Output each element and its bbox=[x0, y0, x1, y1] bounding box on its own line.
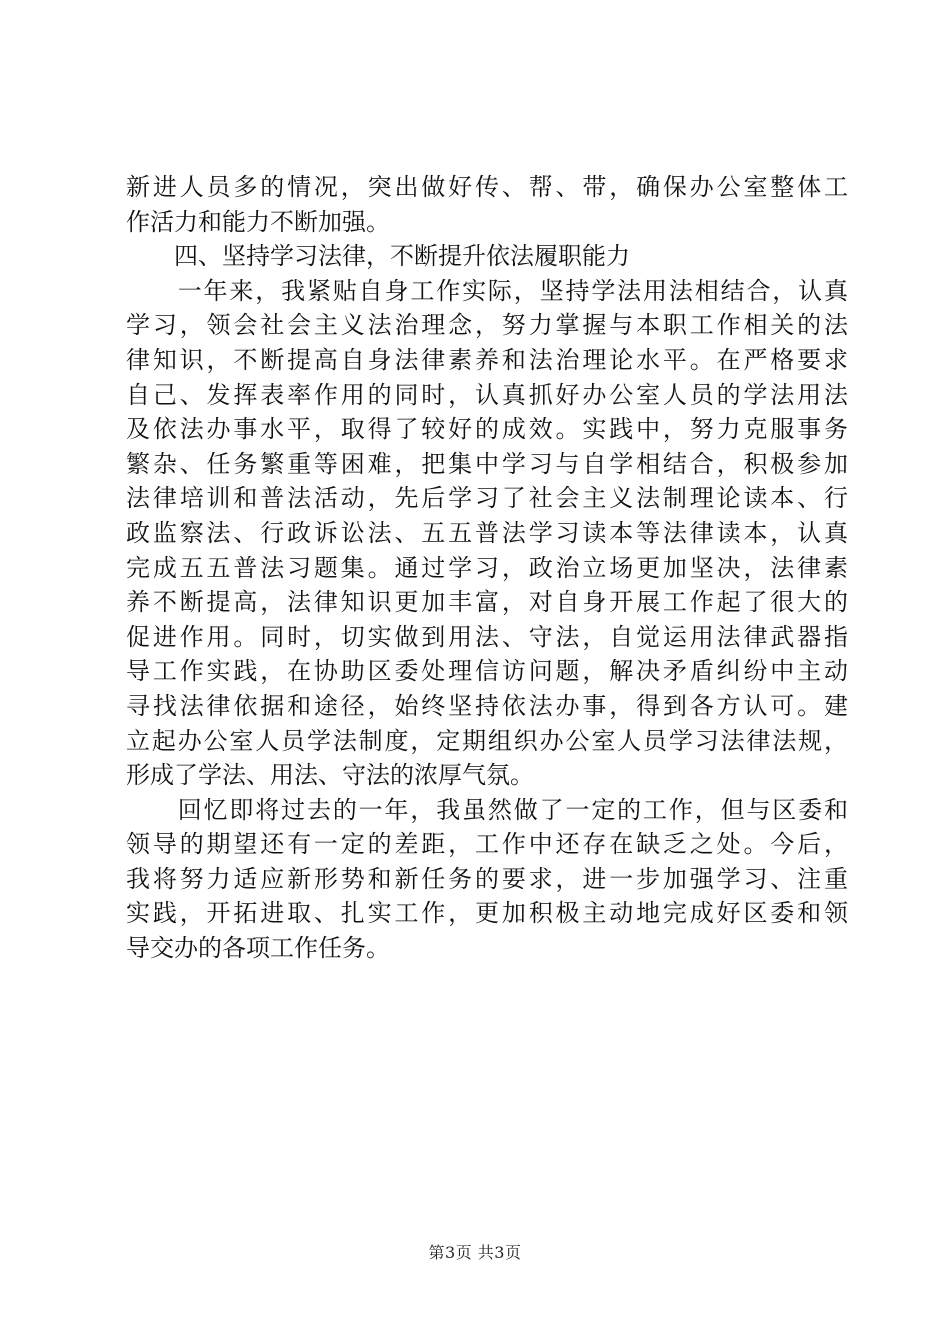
text-line: 新进人员多的情况，突出做好传、帮、带，确保办公室整体工 bbox=[126, 173, 848, 201]
text-line: 回忆即将过去的一年，我虽然做了一定的工作，但与区委和 bbox=[126, 795, 848, 824]
text-line: 政监察法、行政诉讼法、五五普法学习读本等法律读本，认真 bbox=[126, 518, 848, 547]
text-line: 养不断提高，法律知识更加丰富，对自身开展工作起了很大的 bbox=[126, 588, 848, 617]
text-line: 形成了学法、用法、守法的浓厚气氛。 bbox=[126, 761, 534, 790]
text-line: 导工作实践，在协助区委处理信访问题，解决矛盾纠纷中主动 bbox=[126, 657, 848, 686]
text-line: 学习，领会社会主义法治理念，努力掌握与本职工作相关的法 bbox=[126, 311, 848, 340]
text-line: 促进作用。同时，切实做到用法、守法，自觉运用法律武器指 bbox=[126, 622, 848, 651]
text-line: 自己、发挥表率作用的同时，认真抓好办公室人员的学法用法 bbox=[126, 380, 848, 409]
text-line: 领导的期望还有一定的差距，工作中还存在缺乏之处。今后， bbox=[126, 830, 848, 859]
text-line: 实践，开拓进取、扎实工作，更加积极主动地完成好区委和领 bbox=[126, 899, 848, 928]
text-line: 立起办公室人员学法制度，定期组织办公室人员学习法律法规， bbox=[126, 726, 848, 755]
text-line: 我将努力适应新形势和新任务的要求，进一步加强学习、注重 bbox=[126, 864, 848, 893]
text-line: 及依法办事水平，取得了较好的成效。实践中，努力克服事务 bbox=[126, 415, 848, 444]
text-line: 寻找法律依据和途径，始终坚持依法办事，得到各方认可。建 bbox=[126, 691, 848, 720]
section-heading: 四、坚持学习法律，不断提升依法履职能力 bbox=[126, 242, 630, 271]
text-line: 导交办的各项工作任务。 bbox=[126, 934, 390, 963]
text-line: 繁杂、任务繁重等困难，把集中学习与自学相结合，积极参加 bbox=[126, 449, 848, 478]
document-body bbox=[126, 170, 848, 966]
page-footer: 第3页 共3页 bbox=[428, 1243, 522, 1262]
text-line: 作活力和能力不断加强。 bbox=[126, 207, 390, 236]
text-line: 法律培训和普法活动，先后学习了社会主义法制理论读本、行 bbox=[126, 484, 848, 513]
text-line: 完成五五普法习题集。通过学习，政治立场更加坚决，法律素 bbox=[126, 553, 848, 582]
text-line: 一年来，我紧贴自身工作实际，坚持学法用法相结合，认真 bbox=[126, 276, 848, 305]
text-line: 律知识，不断提高自身法律素养和法治理论水平。在严格要求 bbox=[126, 345, 848, 374]
